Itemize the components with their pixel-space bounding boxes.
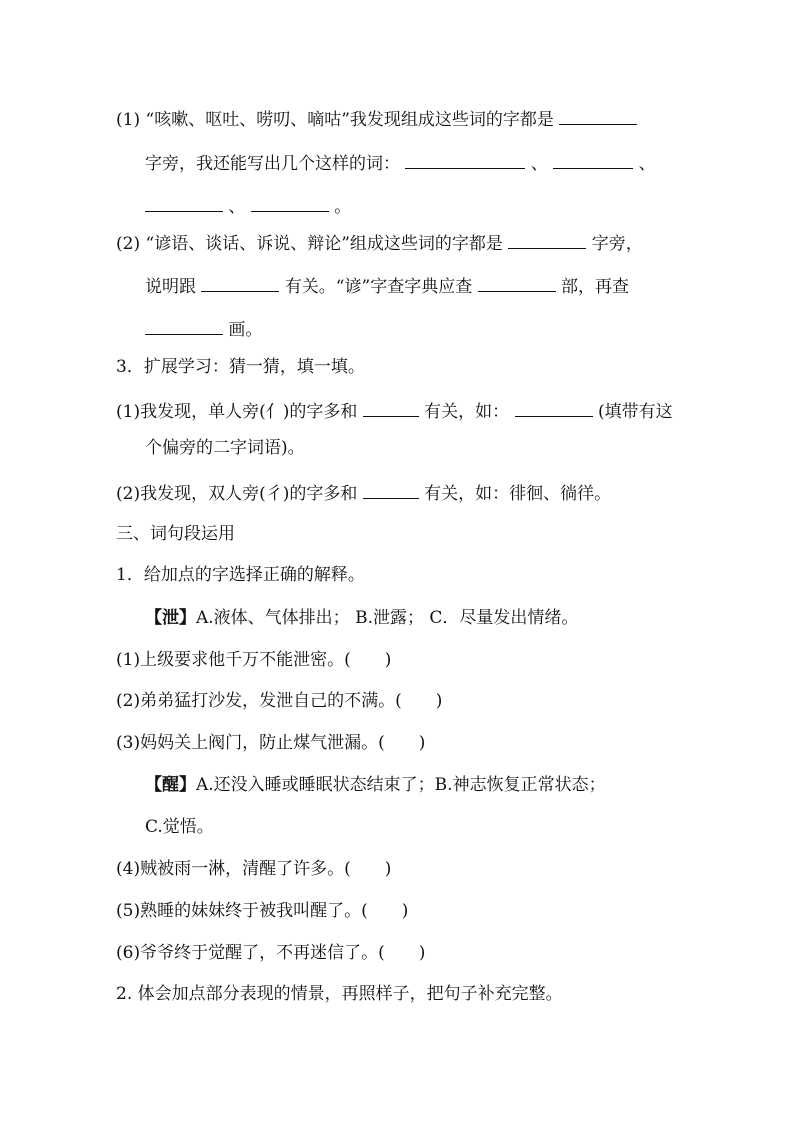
item-text: (1)我发现，单人旁(亻)的字多和 [116, 402, 358, 422]
answer-blank[interactable] [405, 150, 525, 169]
xie-item-1: (1)上级要求他千万不能泄密。( ) [116, 650, 392, 670]
answer-blank[interactable] [553, 150, 633, 169]
q2-item-2-line-1 [116, 230, 643, 256]
xie-label: 【泄】 [145, 608, 196, 628]
answer-blank[interactable] [201, 273, 279, 292]
item-text: (填带有这 [597, 402, 673, 422]
answer-blank[interactable] [515, 398, 593, 417]
answer-blank[interactable] [145, 316, 223, 335]
q3-item-1-line-2: 个偏旁的二字词语)。 [145, 438, 305, 458]
q2-item-1-line-2 [145, 150, 656, 176]
xie-options: A.液体、气体排出； B.泄露； C．尽量发出情绪。 [196, 608, 579, 628]
q3-item-1-line-1 [116, 398, 673, 424]
q3-item-2-line-1 [116, 480, 611, 506]
xing-definitions [145, 773, 606, 797]
q2-item-1-line-1 [116, 106, 637, 132]
item-number: (2) [116, 234, 141, 254]
q3-heading: 3．扩展学习：猜一猜，填一填。 [116, 357, 365, 377]
item-text: 有关，如：徘徊、徜徉。 [424, 484, 612, 504]
q2-item-2-line-2 [145, 273, 629, 299]
q1-heading: 1．给加点的字选择正确的解释。 [116, 565, 365, 585]
xing-item-4: (4)贼被雨一淋，清醒了许多。( ) [116, 859, 392, 879]
item-text: 有关，如： [424, 402, 510, 422]
item-text: 说明跟 [145, 277, 196, 297]
separator-text: 。 [334, 197, 352, 217]
answer-blank[interactable] [251, 193, 329, 212]
item-text: 部，再查 [561, 277, 630, 297]
separator-text: 、 [228, 197, 246, 217]
xie-definitions [145, 606, 578, 630]
answer-blank[interactable] [363, 398, 419, 417]
xing-item-6: (6)爷爷终于觉醒了，不再迷信了。( ) [116, 943, 426, 963]
item-text: 有关。“谚”字查字典应查 [284, 277, 473, 297]
item-text: 画。 [228, 320, 263, 340]
q2-item-1-line-3 [145, 193, 351, 219]
answer-blank[interactable] [145, 193, 223, 212]
answer-blank[interactable] [508, 230, 586, 249]
xing-definitions-cont: C.觉悟。 [145, 817, 214, 837]
item-text: 字旁，我还能写出几个这样的词： [145, 154, 400, 174]
xing-label: 【醒】 [145, 775, 196, 795]
answer-blank[interactable] [559, 106, 637, 125]
item-text: “咳嗽、呕吐、唠叨、嘀咕”我发现组成这些词的字都是 [145, 110, 554, 130]
section-3-title: 三、词句段运用 [116, 524, 235, 544]
answer-blank[interactable] [363, 480, 419, 499]
q2-item-2-line-3 [145, 316, 262, 342]
xing-options: A.还没入睡或睡眠状态结束了；B.神志恢复正常状态； [196, 775, 606, 795]
xie-item-3: (3)妈妈关上阀门，防止煤气泄漏。( ) [116, 733, 426, 753]
separator-text: 、 [530, 154, 548, 174]
item-text: (2)我发现，双人旁(彳)的字多和 [116, 484, 358, 504]
item-text: 字旁， [591, 234, 643, 254]
item-text: “谚语、谈话、诉说、辩论”组成这些词的字都是 [145, 234, 503, 254]
separator-text: 、 [638, 154, 656, 174]
item-number: (1) [116, 110, 141, 130]
xie-item-2: (2)弟弟猛打沙发，发泄自己的不满。( ) [116, 691, 443, 711]
q2-heading: 2. 体会加点部分表现的情景，再照样子，把句子补充完整。 [116, 984, 563, 1004]
xing-item-5: (5)熟睡的妹妹终于被我叫醒了。( ) [116, 901, 409, 921]
answer-blank[interactable] [478, 273, 556, 292]
